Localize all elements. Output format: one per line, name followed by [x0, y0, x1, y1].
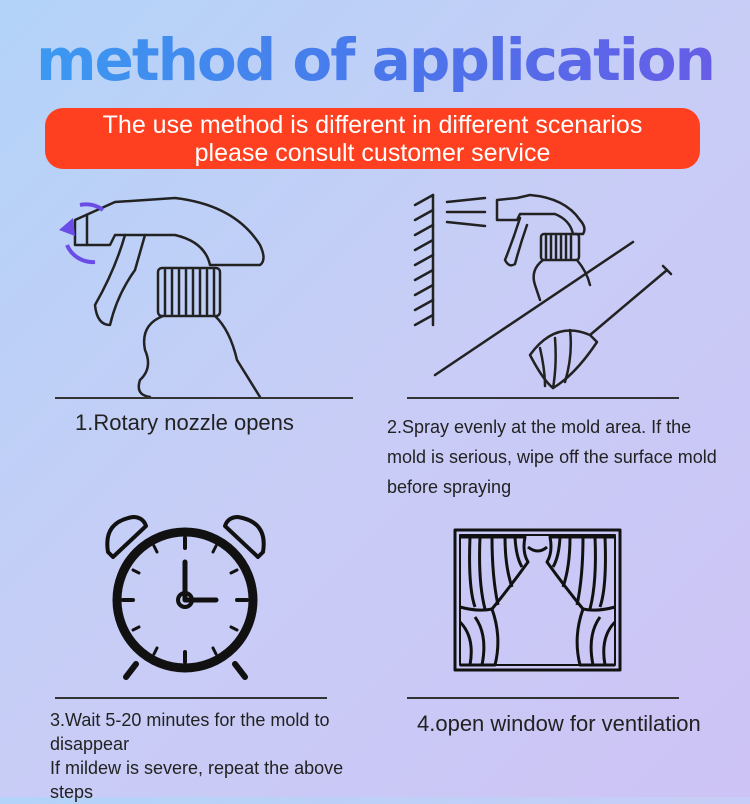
step-1-divider [55, 397, 353, 399]
step-2-divider [407, 397, 679, 399]
step-3-divider [55, 697, 327, 699]
step-4-caption: 4.open window for ventilation [417, 711, 701, 736]
step-3-caption-line-1: 3.Wait 5-20 minutes for the mold to disappear [50, 710, 330, 754]
banner-line-1: The use method is different in different scenarios [102, 110, 643, 139]
step-1-caption: 1.Rotary nozzle opens [75, 410, 294, 435]
step-3-caption-line-2: If mildew is severe, repeat the above steps [50, 758, 344, 802]
alarm-clock-icon [98, 512, 273, 687]
spray-bottle-icon [55, 190, 295, 400]
notice-banner [45, 108, 700, 169]
spray-wall-broom-icon [405, 190, 685, 400]
banner-line-2: please consult customer service [194, 138, 551, 167]
step-3-caption [50, 708, 370, 804]
step-2-caption: 2.Spray evenly at the mold area. If the mold is serious, wipe off the surface mold before spraying [387, 417, 717, 497]
window-curtain-icon [450, 527, 625, 672]
step-4-divider [407, 697, 679, 699]
page-title: method of application [0, 20, 750, 100]
